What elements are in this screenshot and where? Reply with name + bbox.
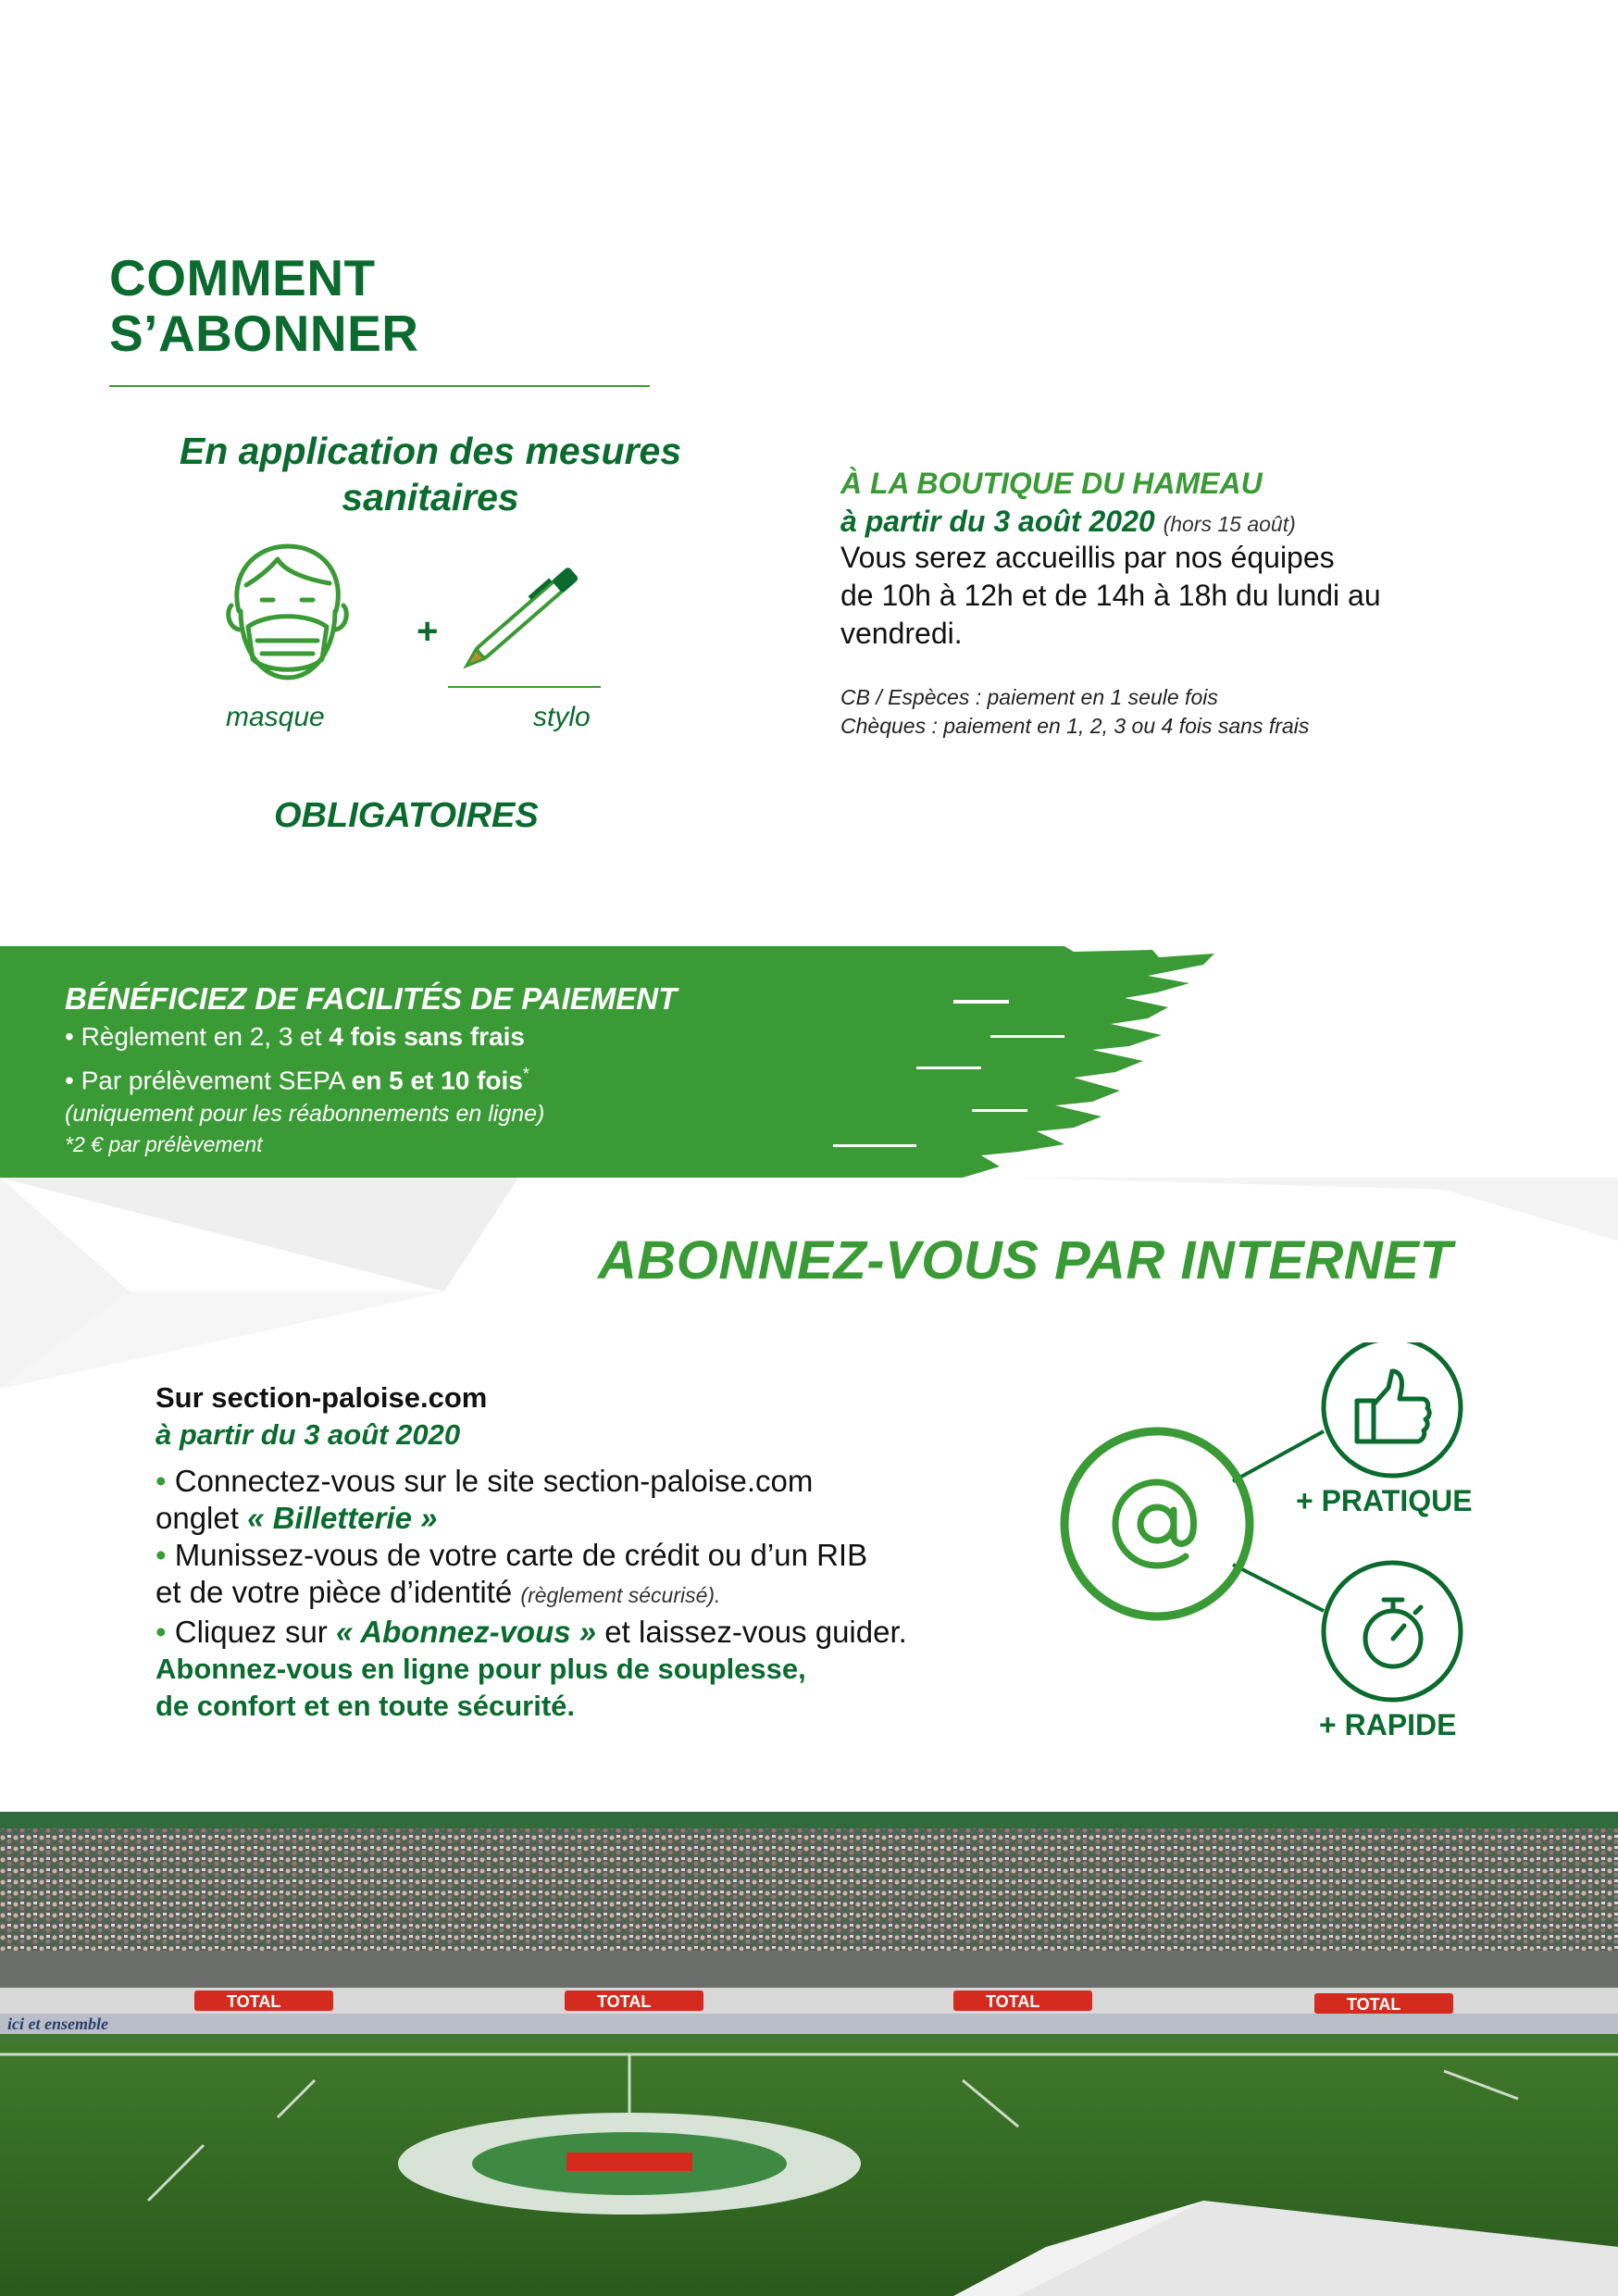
internet-step-3-text: Cliquez sur <box>166 1615 336 1649</box>
shop-body-line1: Vous serez accueillis par nos équipes <box>840 541 1335 574</box>
shop-body-line2: de 10h à 12h et de 14h à 18h du lundi au <box>840 579 1381 612</box>
stadium-photo <box>0 1812 1618 2296</box>
payment-banner-footnote: *2 € par prélèvement <box>65 1132 263 1157</box>
internet-title: ABONNEZ-VOUS PAR INTERNET <box>598 1230 1453 1291</box>
shop-date <box>840 503 1296 543</box>
payment-banner-title: BÉNÉFICIEZ DE FACILITÉS DE PAIEMENT <box>65 981 678 1016</box>
internet-step-2-note: (règlement sécurisé). <box>520 1583 721 1607</box>
payment-methods <box>840 683 1309 741</box>
stadium-illustration <box>0 1812 1618 2296</box>
payment-option-sepa-text: • Par prélèvement SEPA <box>65 1066 352 1095</box>
sponsor-board-4: TOTAL <box>1347 1995 1401 2014</box>
payment-card-cash <box>840 683 1309 712</box>
internet-step-2-text-continued: et de votre pièce d’identité <box>156 1575 521 1609</box>
required-label: OBLIGATOIRES <box>274 796 539 835</box>
sanitary-heading <box>139 428 722 520</box>
payment-banner-note: (uniquement pour les réabonnements en ligne) <box>65 1101 545 1128</box>
payment-option-sepa <box>65 1055 677 1099</box>
payment-cheques-text: paiement en 1, 2, 3 ou 4 fois sans frais <box>937 714 1310 738</box>
internet-step-2-text: Munissez-vous de votre carte de crédit ou d’un RIB <box>166 1538 868 1572</box>
sponsor-board-2: TOTAL <box>597 1992 652 2011</box>
face-mask-icon <box>220 539 355 687</box>
internet-instructions <box>156 1379 1007 1725</box>
sanitary-heading-line2: sanitaires <box>342 476 519 518</box>
internet-step-1-tab-prefix: onglet <box>156 1501 248 1535</box>
payment-card-cash-text: paiement en 1 seule fois <box>981 685 1218 709</box>
stopwatch-icon <box>1356 1591 1430 1674</box>
thumbs-up-icon <box>1351 1366 1433 1449</box>
sponsor-board-3: TOTAL <box>986 1992 1040 2011</box>
page-title-line1: COMMENT <box>109 249 376 306</box>
payment-card-cash-label: CB / Espèces : <box>840 685 982 709</box>
at-icon <box>1106 1473 1208 1575</box>
bullet: • <box>156 1615 167 1649</box>
plus-sign: + <box>417 611 439 652</box>
page-title <box>109 250 419 361</box>
shop-body-line3: vendredi. <box>840 617 963 650</box>
title-divider <box>109 385 650 387</box>
bullet: • <box>156 1538 167 1572</box>
internet-cta-line2: de confort et en toute sécurité. <box>156 1690 576 1722</box>
internet-date: à partir du 3 août 2020 <box>156 1418 461 1451</box>
benefit-fast: + RAPIDE <box>1319 1708 1457 1741</box>
sponsor-board-1: TOTAL <box>227 1992 281 2011</box>
billetterie-tab-name: « Billetterie » <box>247 1501 438 1535</box>
internet-step-3-text-end: et laissez-vous guider. <box>596 1615 907 1649</box>
payment-banner <box>65 980 677 1160</box>
perimeter-board-text: ici et ensemble <box>7 2015 108 2033</box>
payment-option-sepa-bold: en 5 et 10 fois <box>351 1066 523 1095</box>
internet-step-3 <box>156 1614 1007 1651</box>
pen-icon <box>439 539 605 696</box>
payment-option-instalments <box>65 1018 677 1055</box>
bullet: • <box>156 1464 167 1498</box>
mask-label: masque <box>226 702 325 732</box>
payment-option-sepa-star: * <box>522 1065 529 1083</box>
shop-date-text: à partir du 3 août 2020 <box>840 505 1155 538</box>
internet-step-2 <box>156 1537 1007 1574</box>
subscribe-button-name: « Abonnez-vous » <box>335 1615 597 1649</box>
internet-cta-line1: Abonnez-vous en ligne pour plus de souplesse, <box>156 1653 806 1685</box>
shop-body <box>840 539 1470 653</box>
shop-title: À LA BOUTIQUE DU HAMEAU <box>840 467 1263 500</box>
internet-step-1-continued <box>156 1500 1007 1537</box>
internet-site: Sur section-paloise.com <box>156 1381 488 1414</box>
page-title-line2: S’ABONNER <box>109 305 419 362</box>
payment-option-instalments-text: • Règlement en 2, 3 et <box>65 1022 330 1051</box>
sanitary-heading-line1: En application des mesures <box>179 430 682 472</box>
payment-option-instalments-bold: 4 fois sans frais <box>329 1022 525 1051</box>
payment-cheques <box>840 712 1309 741</box>
internet-step-2-continued <box>156 1574 1007 1614</box>
payment-cheques-label: Chèques : <box>840 714 938 738</box>
shop-date-note: (hors 15 août) <box>1163 512 1296 536</box>
internet-step-1 <box>156 1463 1007 1500</box>
benefit-practical: + PRATIQUE <box>1296 1484 1473 1517</box>
pen-label: stylo <box>533 702 591 732</box>
internet-step-1-text: Connectez-vous sur le site section-paloise.com <box>166 1464 814 1498</box>
